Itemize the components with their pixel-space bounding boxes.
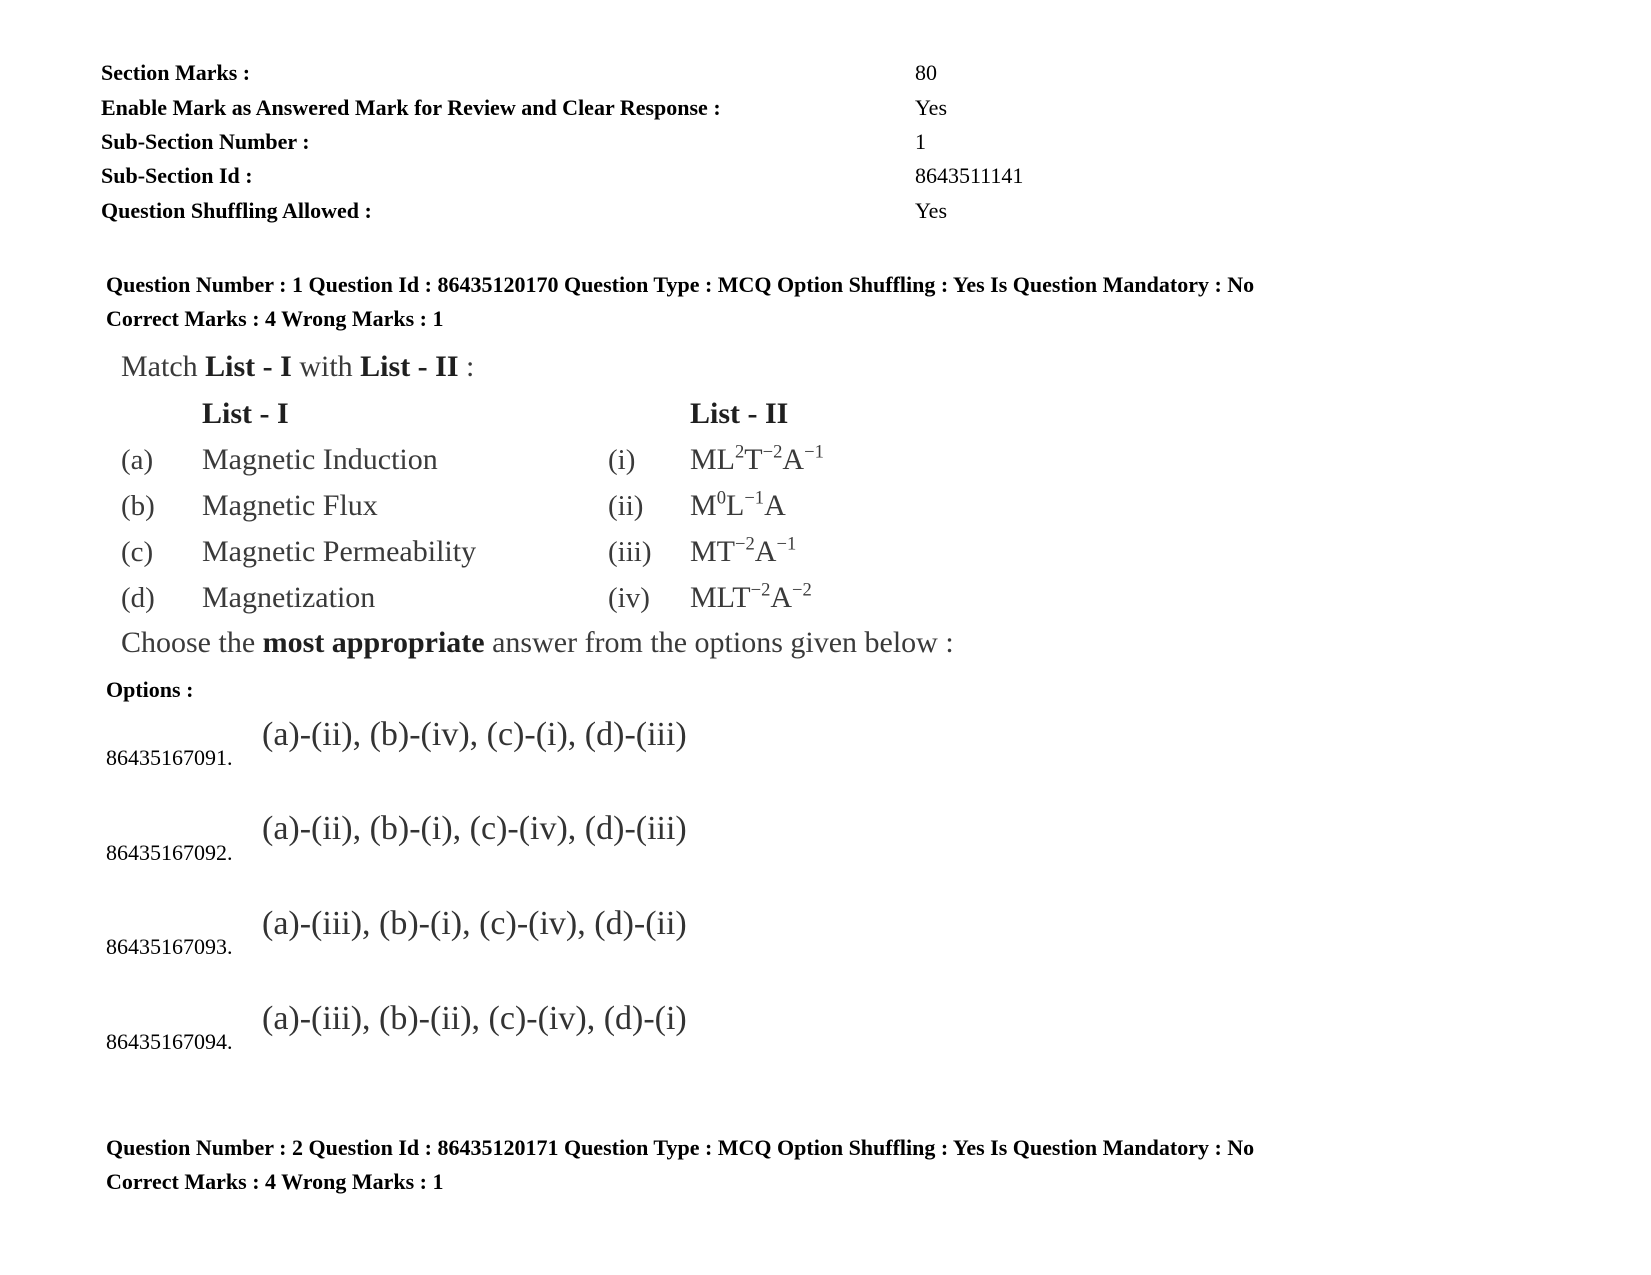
option-4-id: 86435167094. <box>106 1029 233 1054</box>
question-1-header: Question Number : 1 Question Id : 86435120170 Question Type : MCQ Option Shuffling : Yes Is Question Mandatory : No <box>106 272 1255 297</box>
option-2-text: (a)-(ii), (b)-(i), (c)-(iv), (d)-(iii) <box>262 810 687 847</box>
question-instruction: Choose the most appropriate answer from the options given below : <box>121 626 954 659</box>
sub-section-id-value: 8643511141 <box>915 163 1024 188</box>
list-2-heading: List - II <box>690 397 789 430</box>
row-b-num: (ii) <box>608 490 644 522</box>
option-4-text: (a)-(iii), (b)-(ii), (c)-(iv), (d)-(i) <box>262 1000 687 1037</box>
row-c-formula: $MT^{-2}A^{-1}$ <box>690 533 797 568</box>
list-1-heading: List - I <box>202 397 289 430</box>
option-1-id: 86435167091. <box>106 745 233 770</box>
row-c-key: (c) <box>121 536 154 568</box>
sub-section-id-label: Sub-Section Id : <box>101 163 253 188</box>
option-2-id: 86435167092. <box>106 840 233 865</box>
row-a-key: (a) <box>121 444 154 476</box>
row-d-formula: $MLT^{-2}A^{-2}$ <box>690 579 812 614</box>
row-b-item: Magnetic Flux <box>202 489 378 522</box>
row-a-item: Magnetic Induction <box>202 443 438 476</box>
question-2-header: Question Number : 2 Question Id : 86435120171 Question Type : MCQ Option Shuffling : Yes Is Question Mandatory : No <box>106 1135 1255 1160</box>
question-2-marks: Correct Marks : 4 Wrong Marks : 1 <box>106 1169 444 1194</box>
section-marks-value: 80 <box>915 60 937 85</box>
row-d-num: (iv) <box>608 582 650 614</box>
option-1-text: (a)-(ii), (b)-(iv), (c)-(i), (d)-(iii) <box>262 716 687 753</box>
sub-section-number-value: 1 <box>915 129 926 154</box>
row-d-key: (d) <box>121 582 155 614</box>
section-marks-label: Section Marks : <box>101 60 251 85</box>
question-1-marks: Correct Marks : 4 Wrong Marks : 1 <box>106 306 444 331</box>
question-shuffling-value: Yes <box>915 198 948 223</box>
row-a-formula: $ML^2T^{-2}A^{-1}$ <box>690 441 824 476</box>
question-prompt: Match List - I with List - II : <box>121 350 475 383</box>
question-shuffling-label: Question Shuffling Allowed : <box>101 198 372 223</box>
enable-mark-label: Enable Mark as Answered Mark for Review and Clear Response : <box>101 95 721 120</box>
row-b-formula: $M^0L^{-1}A$ <box>690 487 786 522</box>
options-label: Options : <box>106 677 194 702</box>
row-c-num: (iii) <box>608 536 652 568</box>
option-3-text: (a)-(iii), (b)-(i), (c)-(iv), (d)-(ii) <box>262 905 687 942</box>
sub-section-number-label: Sub-Section Number : <box>101 129 310 154</box>
row-d-item: Magnetization <box>202 581 376 614</box>
row-c-item: Magnetic Permeability <box>202 535 477 568</box>
enable-mark-value: Yes <box>915 95 948 120</box>
row-a-num: (i) <box>608 444 636 476</box>
row-b-key: (b) <box>121 490 155 522</box>
option-3-id: 86435167093. <box>106 934 233 959</box>
